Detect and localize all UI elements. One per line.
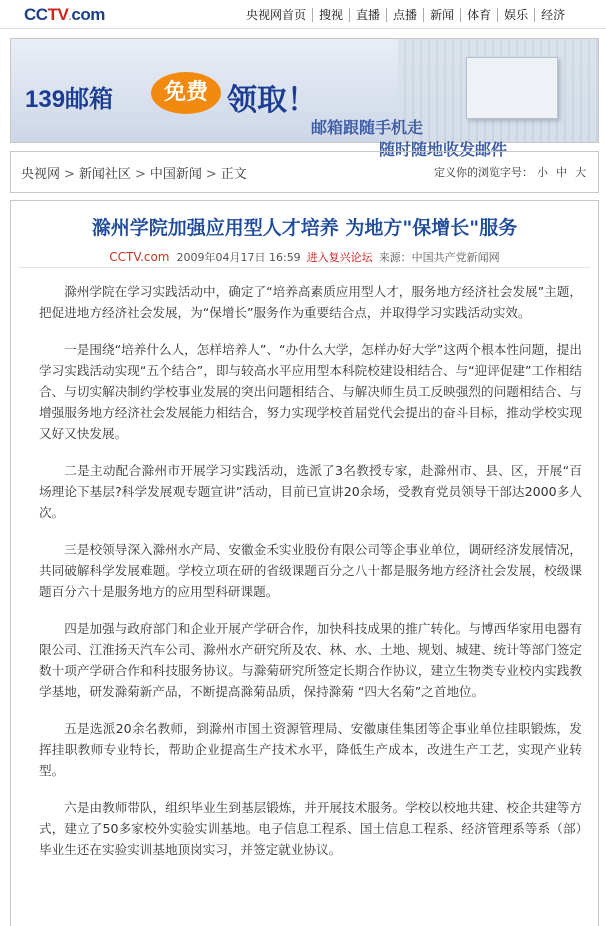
nav-item-entertainment[interactable]: 娱乐 — [497, 8, 534, 22]
article-site[interactable]: CCTV.com — [109, 250, 170, 264]
article-title: 滁州学院加强应用型人才培养 为地方"保增长"服务 — [91, 217, 518, 239]
article-meta — [11, 249, 598, 265]
article-paragraph: 四是加强与政府部门和企业开展产学研合作，加快科技成果的推广转化。与博西华家用电器有限公司、江淮扬天汽车公司、滁州水产研究所及农、林、水、土地、规划、城建、统计等部门签定数十项产学研合作和科技服务协议。与滁菊研究所签定长期合作协议，建立生物类专业校内实践教学基地，研发滁菊新产品，不断提高滁菊品质，保持滁菊 “四大名菊”之首地位。 — [39, 621, 582, 699]
article-paragraph: 二是主动配合滁州市开展学习实践活动，选派了3名教授专家，赴滁州市、县、区，开展“百场理论下基层?科学发展观专题宣讲”活动，目前已宣讲20余场，受教育党员领导干部达2000多人次。 — [39, 463, 582, 520]
forum-link[interactable]: 进入复兴论坛 — [306, 251, 373, 264]
top-divider — [0, 28, 606, 29]
ad-banner[interactable] — [10, 38, 599, 159]
article-panel — [10, 200, 599, 926]
article-date: 2009年04月17日 16:59 — [176, 251, 301, 264]
logo-com: com — [71, 5, 105, 24]
breadcrumb-separator: > — [205, 167, 217, 182]
breadcrumb-separator: > — [134, 167, 146, 182]
nav-item-home[interactable]: 央视网首页 — [246, 8, 307, 22]
top-nav — [240, 6, 571, 23]
article-body — [39, 281, 582, 876]
breadcrumb-news-community[interactable]: 新闻社区 — [78, 167, 131, 182]
font-size-label: 定义你的浏览字号： — [434, 166, 533, 179]
meta-divider — [19, 267, 590, 268]
breadcrumb-cntv[interactable]: 央视网 — [21, 167, 61, 182]
nav-item-live[interactable]: 直播 — [349, 8, 386, 22]
nav-item-vod[interactable]: 点播 — [386, 8, 423, 22]
breadcrumb-china-news[interactable]: 中国新闻 — [149, 167, 202, 182]
article-paragraph: 六是由教师带队，组织毕业生到基层锻炼，并开展技术服务。学校以校地共建、校企共建等方式，建立了50多家校外实验实训基地。电子信息工程系、国土信息工程系、经济管理系等系（部）毕业生还在实验实训基地顶岗实习，并签定就业协议。 — [39, 800, 582, 857]
cctv-logo[interactable] — [24, 5, 105, 25]
nav-item-news[interactable]: 新闻 — [423, 8, 460, 22]
breadcrumb-separator: > — [64, 167, 75, 182]
logo-dot: . — [68, 8, 72, 23]
font-size-selector — [434, 164, 590, 180]
article-paragraph: 滁州学院在学习实践活动中，确定了“培养高素质应用型人才，服务地方经济社会发展”主题，把促进地方经济社会发展，为“保增长”服务作为重要结合点，并取得学习实践活动实效。 — [39, 284, 582, 320]
banner-main-text: 139邮箱 — [25, 86, 114, 113]
logo-cc: CC — [24, 5, 48, 24]
banner-subtext-2: 随时随地收发邮件 — [379, 140, 508, 159]
font-size-small[interactable]: 小 — [537, 166, 548, 179]
font-size-medium[interactable]: 中 — [556, 166, 567, 179]
banner-free-badge: 免费 — [151, 72, 221, 114]
breadcrumb-bar — [10, 151, 599, 193]
banner-device-image — [466, 57, 558, 119]
article-source: 来源：中国共产党新闻网 — [378, 251, 500, 264]
article-paragraph: 一是围绕“培养什么人，怎样培养人”、“办什么大学，怎样办好大学”这两个根本性问题，提出学习实践活动实现“五个结合”，即与较高水平应用型本科院校建设相结合、与“迎评促建”工作相结合、与切实解决制约学校事业发展的突出问题相结合、与解决师生员工反映强烈的问题相结合、与增强服务地方经济社会发展能力相结合，努力实现学校首届党代会提出的奋斗目标，推动学校实现又好又快发展。 — [39, 342, 582, 441]
top-bar — [0, 0, 606, 29]
breadcrumb-current: 正文 — [220, 167, 247, 182]
logo-tv: TV — [47, 5, 69, 24]
banner-subtext-1: 邮箱跟随手机走 — [311, 118, 424, 137]
banner-main-text-2: 领取！ — [227, 83, 317, 118]
article-paragraph: 五是选派20余名教师，到滁州市国土资源管理局、安徽康佳集团等企事业单位挂职锻炼，发挥挂职教师专业特长，帮助企业提高生产技术水平，降低生产成本，改进生产工艺，实现产业转型。 — [39, 721, 582, 778]
nav-item-sports[interactable]: 体育 — [460, 8, 497, 22]
nav-item-soushi[interactable]: 搜视 — [312, 8, 349, 22]
font-size-large[interactable]: 大 — [575, 166, 586, 179]
nav-item-economy[interactable]: 经济 — [534, 8, 571, 22]
breadcrumb — [21, 163, 247, 182]
article-paragraph: 三是校领导深入滁州水产局、安徽金禾实业股份有限公司等企事业单位，调研经济发展情况，共同破解科学发展难题。学校立项在研的省级课题百分之八十都是服务地方经济社会发展，校级课题百分六十是服务地方的应用型科研课题。 — [39, 542, 582, 599]
